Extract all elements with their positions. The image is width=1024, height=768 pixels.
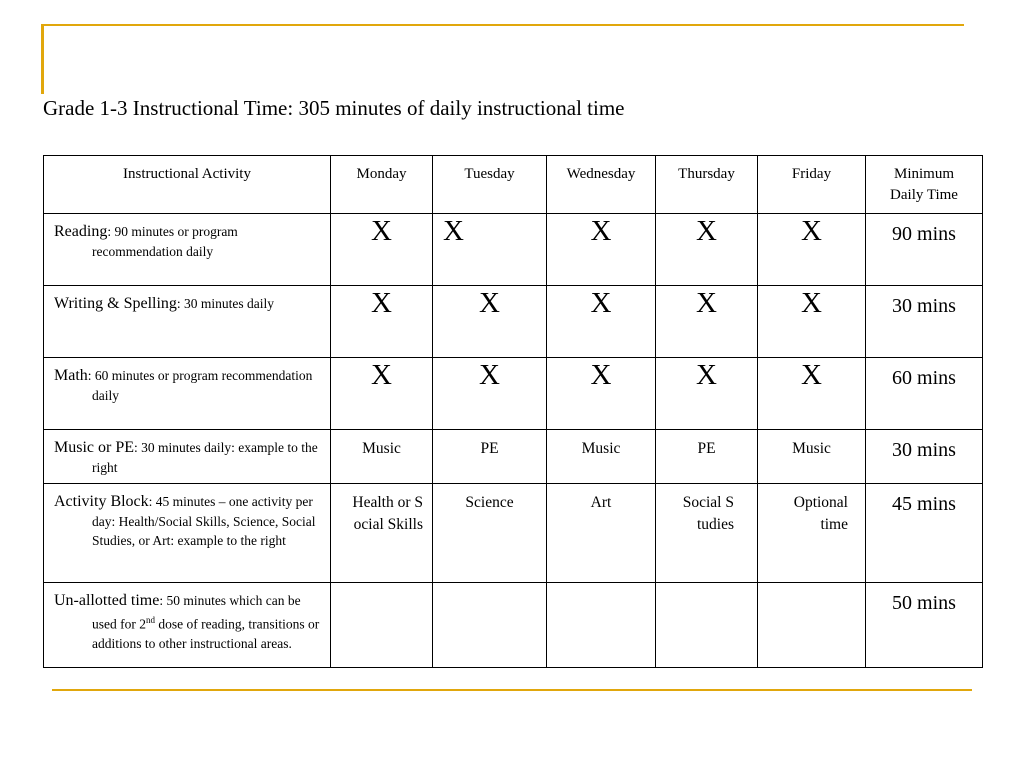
friday-cell: X — [758, 358, 866, 430]
header-thursday: Thursday — [656, 156, 758, 214]
monday-cell: X — [331, 286, 433, 358]
page-title: Grade 1-3 Instructional Time: 305 minutes of daily instructional time — [43, 96, 625, 120]
table-header-row — [44, 156, 983, 214]
minimum-cell: 50 mins — [866, 583, 983, 668]
activity-cell — [44, 286, 331, 358]
activity-cell — [44, 430, 331, 484]
friday-cell-text: Optional time — [793, 494, 848, 533]
activity-description-part1: : 50 minutes which can be used for 2 — [92, 593, 301, 631]
header-activity: Instructional Activity — [44, 156, 331, 214]
thursday-cell: X — [656, 286, 758, 358]
minimum-cell: 45 mins — [866, 484, 983, 583]
minimum-cell: 90 mins — [866, 214, 983, 286]
thursday-cell: X — [656, 358, 758, 430]
friday-cell — [758, 484, 866, 583]
header-monday: Monday — [331, 156, 433, 214]
tuesday-cell: PE — [433, 430, 547, 484]
monday-cell: X — [331, 214, 433, 286]
thursday-cell — [656, 484, 758, 583]
minimum-cell: 30 mins — [866, 430, 983, 484]
header-wednesday: Wednesday — [547, 156, 656, 214]
activity-name: Math — [54, 367, 88, 384]
activity-description: : 90 minutes or program recommendation daily — [92, 224, 238, 259]
tuesday-cell: Science — [433, 484, 547, 583]
friday-cell: X — [758, 286, 866, 358]
header-tuesday: Tuesday — [433, 156, 547, 214]
friday-cell — [758, 583, 866, 668]
wednesday-cell: X — [547, 214, 656, 286]
activity-name: Un-allotted time — [54, 592, 160, 609]
activity-description: : 30 minutes daily — [176, 296, 275, 311]
thursday-cell: PE — [656, 430, 758, 484]
monday-cell-text: Health or Social Skills — [352, 494, 423, 533]
activity-description: : 30 minutes daily: example to the right — [92, 440, 318, 475]
top-accent-line — [43, 24, 964, 26]
bottom-accent-line — [52, 689, 972, 691]
table-row-music-pe — [44, 430, 983, 484]
minimum-cell: 30 mins — [866, 286, 983, 358]
thursday-cell — [656, 583, 758, 668]
wednesday-cell: Art — [547, 484, 656, 583]
activity-cell — [44, 358, 331, 430]
header-minimum-line1: Minimum — [893, 166, 954, 182]
instructional-time-table — [43, 155, 983, 668]
monday-cell: X — [331, 358, 433, 430]
activity-description-part2: dose of reading, transitions or additions to other instructional areas. — [92, 616, 320, 651]
friday-cell: Music — [758, 430, 866, 484]
activity-cell — [44, 583, 331, 668]
activity-description: : 60 minutes or program recommendation daily — [87, 368, 313, 403]
table-row-math — [44, 358, 983, 430]
activity-name: Activity Block — [54, 493, 149, 510]
activity-name: Music or PE — [54, 439, 134, 456]
activity-cell — [44, 484, 331, 583]
activity-description-sup: nd — [146, 614, 155, 625]
thursday-cell-text: Social Studies — [682, 494, 734, 533]
table-row-unallotted — [44, 583, 983, 668]
tuesday-cell — [433, 583, 547, 668]
minimum-cell: 60 mins — [866, 358, 983, 430]
tuesday-cell: X — [433, 286, 547, 358]
monday-cell — [331, 484, 433, 583]
tuesday-cell: X — [433, 358, 547, 430]
wednesday-cell — [547, 583, 656, 668]
header-minimum — [866, 156, 983, 214]
activity-cell — [44, 214, 331, 286]
table-row-reading — [44, 214, 983, 286]
monday-cell — [331, 583, 433, 668]
left-accent-line — [41, 24, 44, 94]
table-row-writing-spelling — [44, 286, 983, 358]
header-friday: Friday — [758, 156, 866, 214]
activity-name: Writing & Spelling — [54, 295, 177, 312]
wednesday-cell: Music — [547, 430, 656, 484]
wednesday-cell: X — [547, 286, 656, 358]
header-minimum-line2: Daily Time — [890, 187, 958, 203]
activity-description: : 45 minutes – one activity per day: Health/Social Skills, Science, Social Studies, or Art: example to the right — [92, 494, 316, 548]
table-row-activity-block — [44, 484, 983, 583]
friday-cell: X — [758, 214, 866, 286]
thursday-cell: X — [656, 214, 758, 286]
activity-name: Reading — [54, 223, 108, 240]
wednesday-cell: X — [547, 358, 656, 430]
monday-cell: Music — [331, 430, 433, 484]
tuesday-cell: X — [433, 214, 547, 286]
